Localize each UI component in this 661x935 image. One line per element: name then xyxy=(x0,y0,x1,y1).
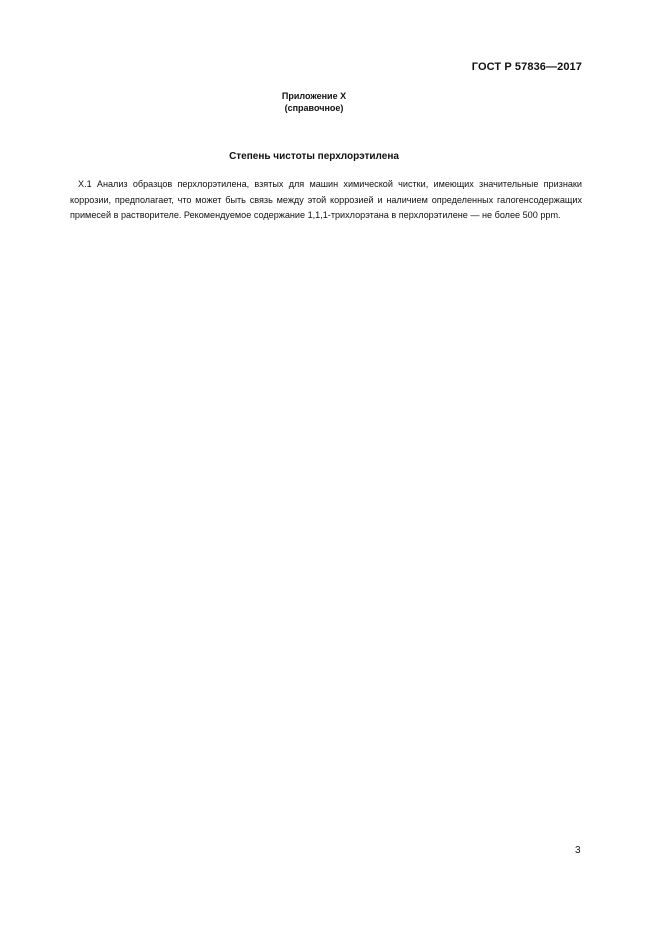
annex-type: (справочное) xyxy=(284,103,344,113)
body-paragraph: Х.1 Анализ образцов перхлорэтилена, взятых для машин химической чистки, имеющих значительные признаки коррозии, предполагает, что может быть связь между этой коррозией и наличием определенных галогенсодержащих примесей в растворителе. Рекомендуемое содержание 1,1,1-трихлорэтана в перхлорэтилене — не более 500 ppm. xyxy=(70,179,582,220)
annex-title: Приложение Х xyxy=(281,91,347,101)
annex-heading xyxy=(0,90,628,114)
standard-number-header: ГОСТ Р 57836—2017 xyxy=(471,61,582,73)
section-title: Степень чистоты перхлорэтилена xyxy=(229,151,399,162)
page-number: 3 xyxy=(575,845,581,856)
